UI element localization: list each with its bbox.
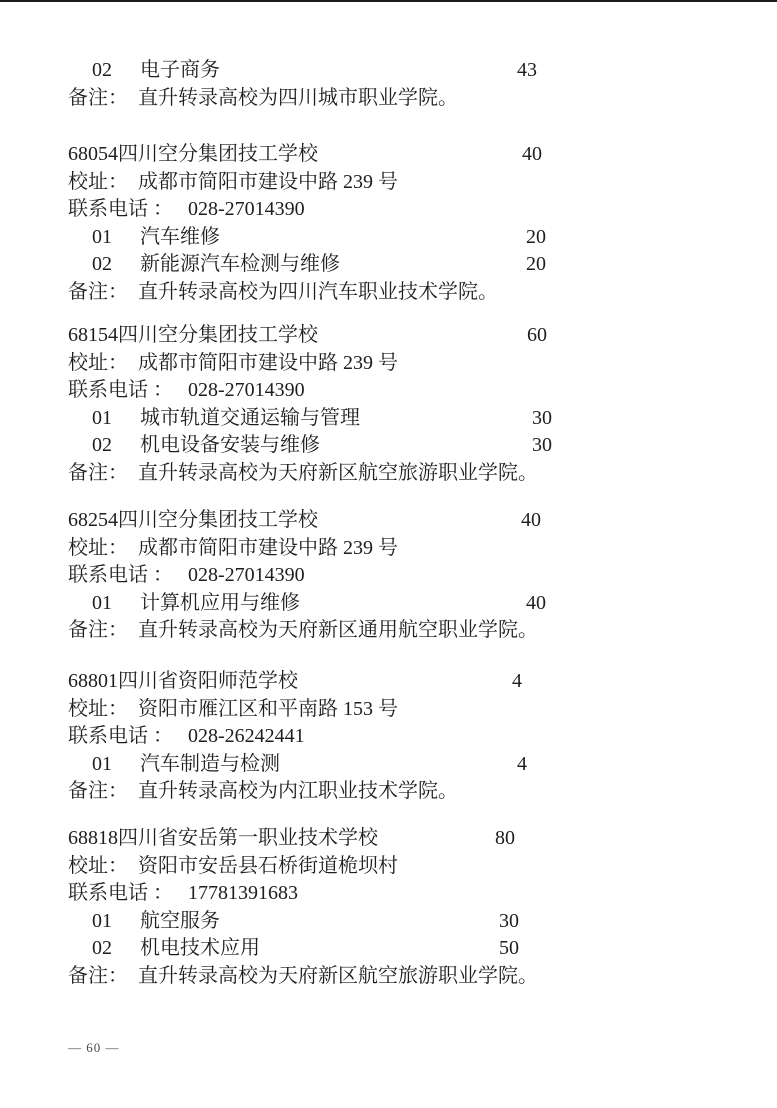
school-name: 四川省资阳师范学校 [118, 670, 298, 692]
major-quota: 40 [526, 591, 546, 614]
major-row [68, 590, 749, 618]
address-value: 资阳市雁江区和平南路 153 号 [138, 697, 398, 720]
major-name: 机电设备安装与维修 [140, 434, 320, 456]
address-value: 资阳市安岳县石桥街道桅坝村 [138, 854, 398, 877]
school-section [68, 507, 749, 645]
school-header-row [68, 825, 749, 853]
major-row [68, 57, 749, 85]
phone-label: 联系电话 ： [68, 882, 173, 904]
major-row [68, 432, 749, 460]
major-row [68, 251, 749, 279]
school-name: 四川空分集团技工学校 [118, 143, 318, 165]
phone-row [68, 562, 749, 590]
school-header-row [68, 322, 749, 350]
phone-label: 联系电话 ： [68, 564, 173, 586]
note-label: 备注： [68, 280, 128, 303]
address-label: 校址： [68, 854, 128, 877]
school-header-row [68, 141, 749, 169]
major-code: 01 [92, 591, 112, 614]
note-row [68, 778, 749, 806]
note-label: 备注： [68, 619, 128, 641]
phone-row [68, 723, 749, 751]
note-label: 备注： [68, 461, 128, 484]
major-quota: 43 [517, 59, 537, 81]
major-quota: 30 [499, 909, 519, 932]
note-row [68, 617, 749, 645]
school-quota: 40 [521, 509, 541, 531]
school-section [68, 57, 749, 112]
major-name: 航空服务 [140, 909, 220, 932]
note-value: 直升转录高校为天府新区航空旅游职业学院。 [138, 964, 538, 987]
note-label: 备注： [68, 86, 128, 109]
major-name: 城市轨道交通运输与管理 [140, 406, 360, 429]
phone-row [68, 880, 749, 908]
note-row [68, 963, 749, 991]
note-row [68, 85, 749, 113]
major-row [68, 935, 749, 963]
phone-value: 028-26242441 [188, 725, 305, 747]
phone-value: 028-27014390 [188, 564, 305, 586]
phone-value: 028-27014390 [188, 379, 305, 401]
phone-value: 028-27014390 [188, 198, 305, 220]
phone-value: 17781391683 [188, 882, 298, 904]
phone-row [68, 377, 749, 405]
page-number: — 60 — [68, 1040, 120, 1055]
note-label: 备注： [68, 780, 128, 802]
school-section [68, 825, 749, 990]
major-code: 02 [92, 434, 112, 456]
address-value: 成都市简阳市建设中路 239 号 [138, 170, 398, 193]
school-quota: 40 [522, 143, 542, 165]
note-row [68, 279, 749, 307]
school-quota: 60 [527, 324, 547, 346]
major-name: 汽车制造与检测 [140, 752, 280, 775]
major-quota: 20 [526, 225, 546, 248]
school-code: 68054 [68, 143, 118, 165]
major-name: 汽车维修 [140, 225, 220, 248]
address-value: 成都市简阳市建设中路 239 号 [138, 536, 398, 559]
address-row [68, 535, 749, 563]
phone-row [68, 196, 749, 224]
school-section [68, 668, 749, 806]
school-header-row [68, 668, 749, 696]
phone-label: 联系电话 ： [68, 725, 173, 747]
school-name: 四川空分集团技工学校 [118, 324, 318, 346]
major-code: 02 [92, 253, 112, 275]
major-code: 01 [92, 909, 112, 932]
major-row [68, 908, 749, 936]
school-quota: 4 [512, 670, 522, 692]
address-row [68, 350, 749, 378]
address-label: 校址： [68, 697, 128, 720]
address-label: 校址： [68, 536, 128, 559]
major-code: 01 [92, 225, 112, 248]
phone-label: 联系电话 ： [68, 379, 173, 401]
address-label: 校址： [68, 170, 128, 193]
note-value: 直升转录高校为天府新区通用航空职业学院。 [138, 619, 538, 641]
address-row [68, 853, 749, 881]
major-row [68, 224, 749, 252]
major-row [68, 751, 749, 779]
note-value: 直升转录高校为四川汽车职业技术学院。 [138, 280, 498, 303]
school-code: 68818 [68, 827, 118, 849]
school-name: 四川省安岳第一职业技术学校 [118, 827, 378, 849]
major-quota: 20 [526, 253, 546, 275]
major-name: 电子商务 [140, 59, 220, 81]
major-code: 02 [92, 59, 112, 81]
major-name: 计算机应用与维修 [140, 591, 300, 614]
major-code: 01 [92, 752, 112, 775]
major-quota: 30 [532, 406, 552, 429]
major-code: 01 [92, 406, 112, 429]
note-value: 直升转录高校为四川城市职业学院。 [138, 86, 458, 109]
school-section [68, 322, 749, 487]
address-label: 校址： [68, 351, 128, 374]
school-code: 68801 [68, 670, 118, 692]
address-value: 成都市简阳市建设中路 239 号 [138, 351, 398, 374]
school-code: 68254 [68, 509, 118, 531]
school-code: 68154 [68, 324, 118, 346]
phone-label: 联系电话 ： [68, 198, 173, 220]
school-quota: 80 [495, 827, 515, 849]
major-row [68, 405, 749, 433]
note-value: 直升转录高校为内江职业技术学院。 [138, 780, 458, 802]
major-name: 新能源汽车检测与维修 [140, 253, 340, 275]
major-name: 机电技术应用 [140, 937, 260, 959]
major-quota: 4 [517, 752, 527, 775]
school-name: 四川空分集团技工学校 [118, 509, 318, 531]
major-quota: 50 [499, 937, 519, 959]
address-row [68, 696, 749, 724]
note-label: 备注： [68, 964, 128, 987]
address-row [68, 169, 749, 197]
note-row [68, 460, 749, 488]
school-section [68, 141, 749, 306]
note-value: 直升转录高校为天府新区航空旅游职业学院。 [138, 461, 538, 484]
school-header-row [68, 507, 749, 535]
major-code: 02 [92, 937, 112, 959]
major-quota: 30 [532, 434, 552, 456]
